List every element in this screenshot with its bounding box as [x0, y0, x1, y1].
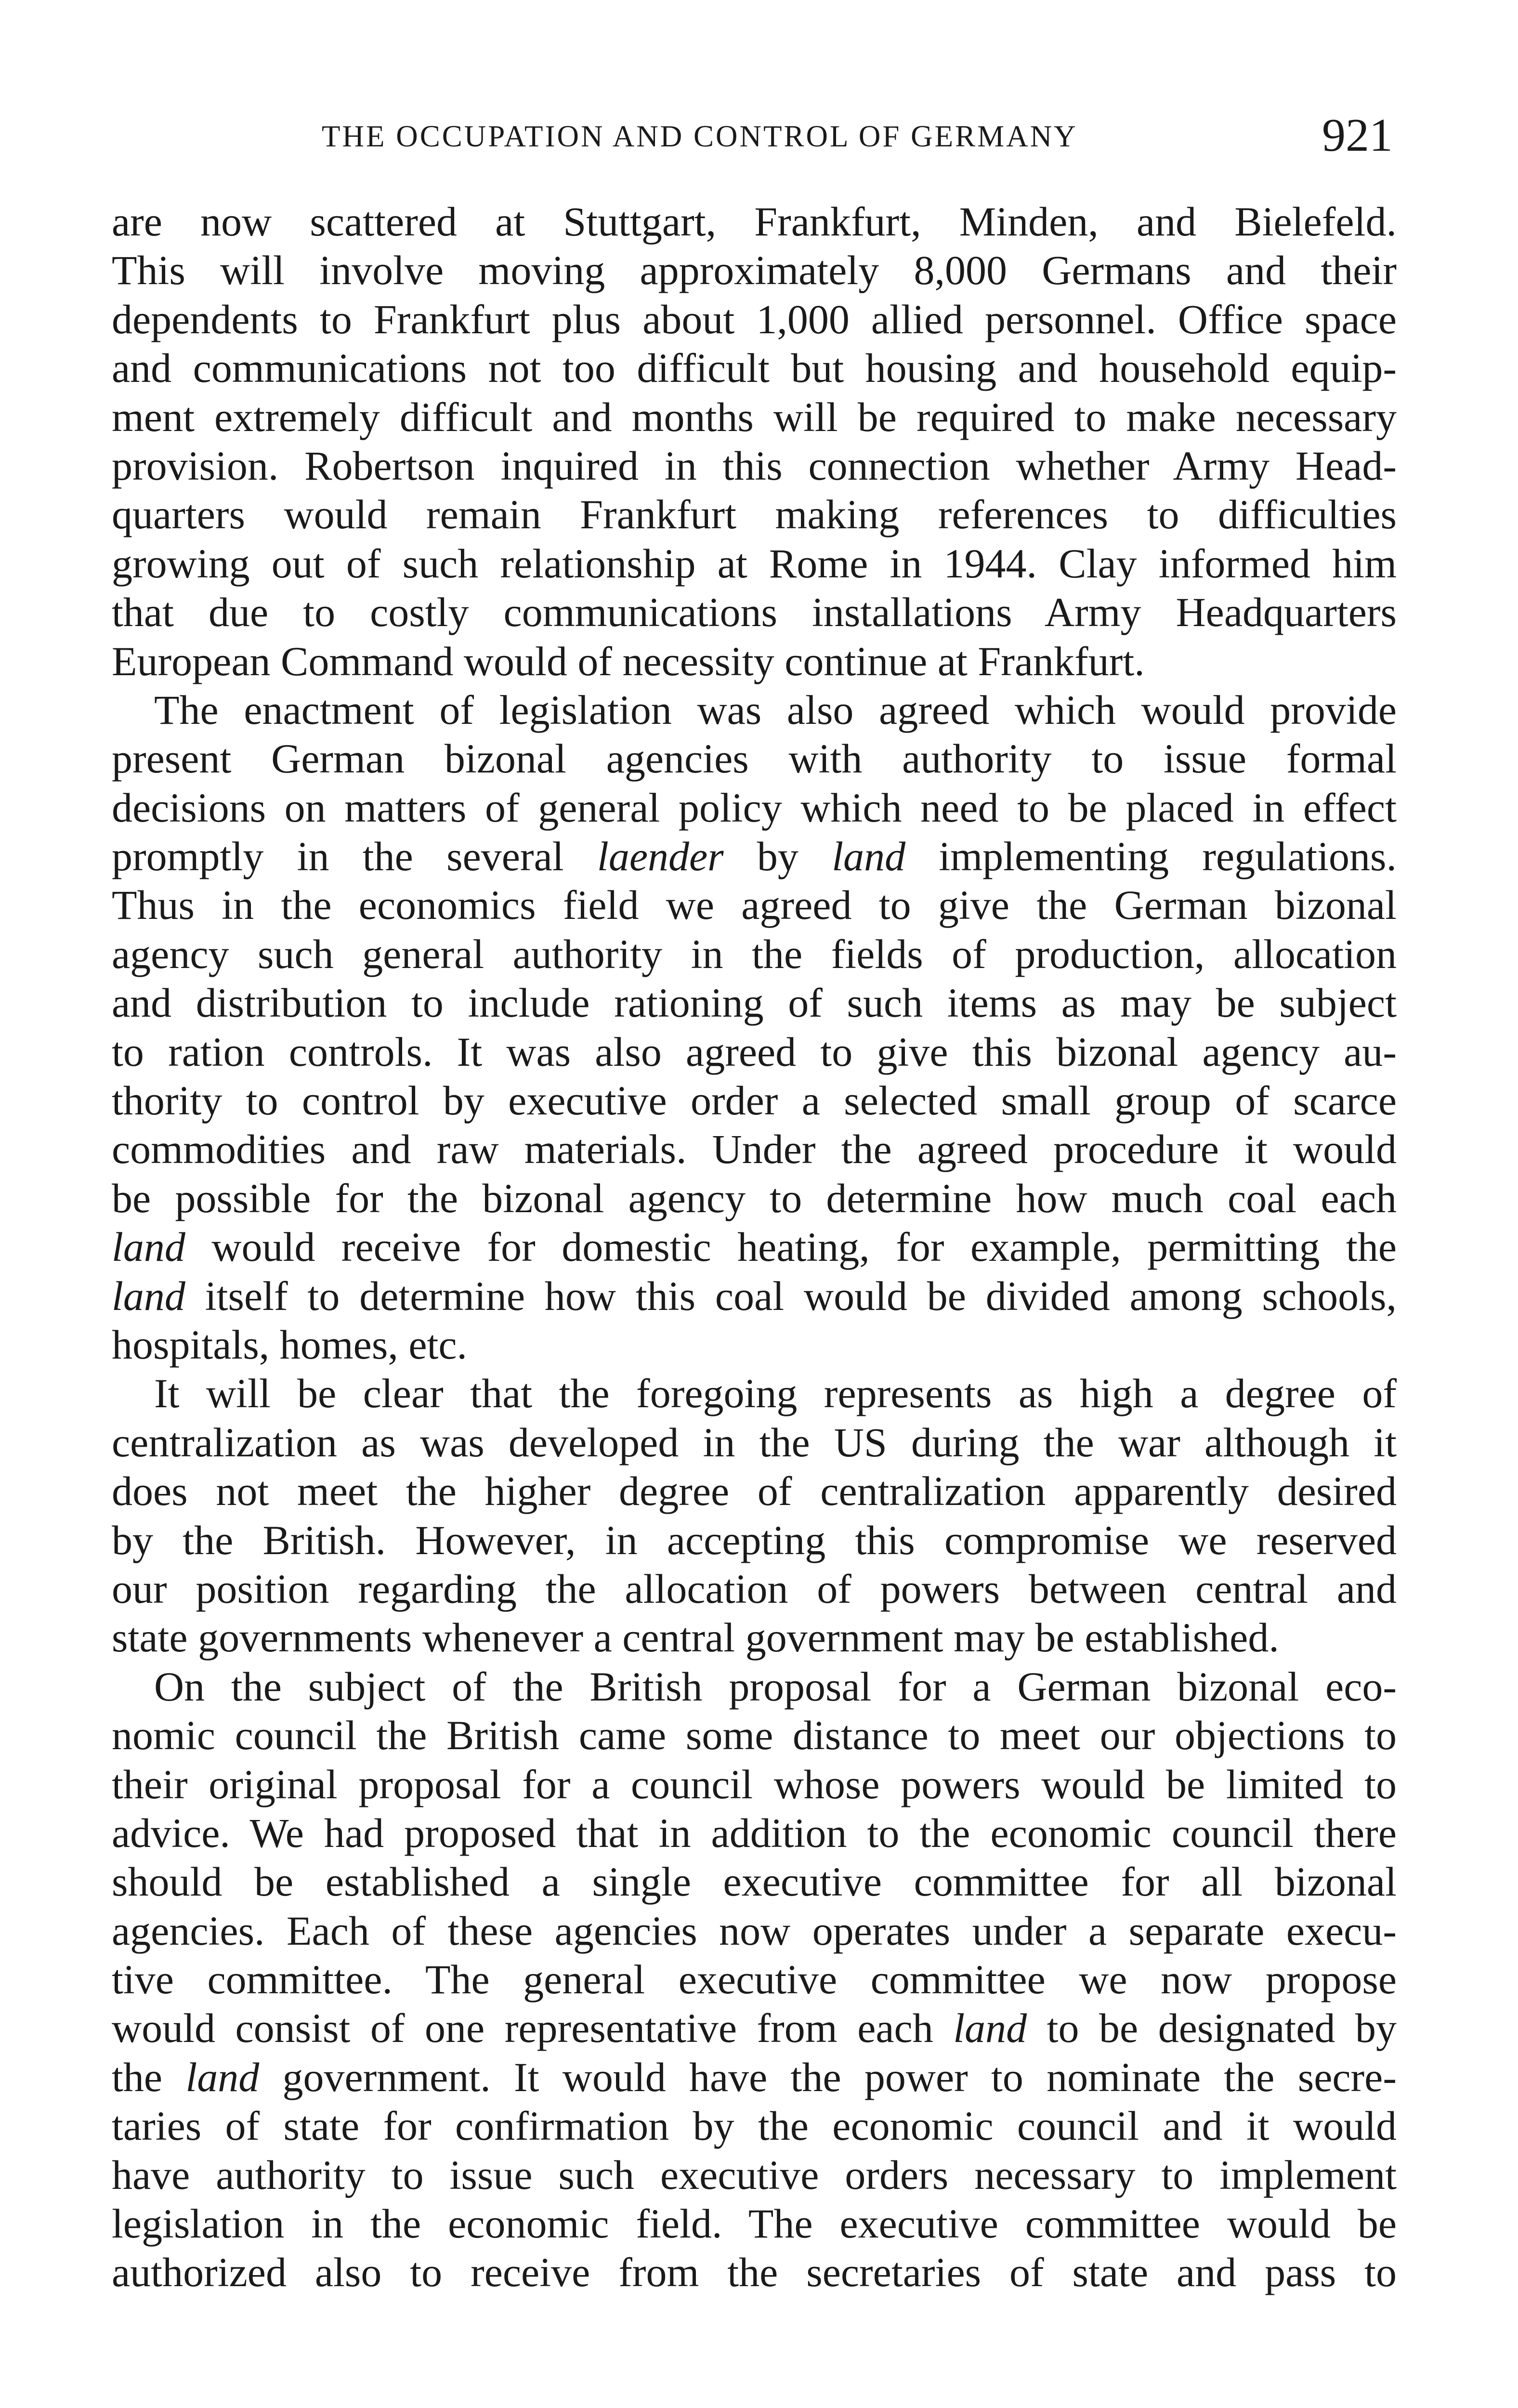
text-line: European Command would of necessity continue at Frankfurt.	[112, 638, 1145, 684]
text-line: be possible for the bizonal agency to determine how much coal each	[112, 1175, 1397, 1221]
text-line: agencies. Each of these agencies now operates under a separate execu-	[112, 1907, 1397, 1954]
text-line: are now scattered at Stuttgart, Frankfurt, Minden, and Bielefeld.	[112, 198, 1397, 245]
text-line: should be established a single executive committee for all bizonal	[112, 1858, 1397, 1905]
body-text	[112, 197, 1397, 2297]
text-line: does not meet the higher degree of centralization apparently desired	[112, 1468, 1397, 1515]
text-line: and distribution to include rationing of such items as may be subject	[112, 980, 1397, 1026]
running-title: THE OCCUPATION AND CONTROL OF GERMANY	[322, 119, 1078, 153]
text-line: growing out of such relationship at Rome in 1944. Clay informed him	[112, 540, 1397, 587]
text-line: provision. Robertson inquired in this connection whether Army Head-	[112, 442, 1397, 489]
text-line: taries of state for confirmation by the economic council and it would	[112, 2103, 1397, 2149]
paragraph-first-line: On the subject of the British proposal for a German bizonal eco-	[154, 1663, 1397, 1710]
text-line: agency such general authority in the fields of production, allocation	[112, 930, 1397, 977]
text-line: their original proposal for a council whose powers would be limited to	[112, 1761, 1397, 1807]
text-line: centralization as was developed in the US during the war although it	[112, 1419, 1397, 1466]
text-line: dependents to Frankfurt plus about 1,000 allied personnel. Office space	[112, 296, 1397, 342]
text-line: have authority to issue such executive orders necessary to implement	[112, 2151, 1397, 2198]
text-line: the land government. It would have the power to nominate the secre-	[112, 2054, 1397, 2100]
text-line: tive committee. The general executive committee we now propose	[112, 1956, 1397, 2003]
text-line: to ration controls. It was also agreed to give this bizonal agency au-	[112, 1028, 1397, 1075]
text-line: land would receive for domestic heating, for example, permitting the	[112, 1224, 1397, 1270]
text-line: present German bizonal agencies with authority to issue formal	[112, 735, 1397, 782]
text-line: thority to control by executive order a selected small group of scarce	[112, 1077, 1397, 1124]
text-line: that due to costly communications installations Army Headquarters	[112, 589, 1397, 636]
paragraph-first-line: It will be clear that the foregoing represents as high a degree of	[154, 1370, 1397, 1417]
paragraph-first-line: The enactment of legislation was also agreed which would provide	[154, 686, 1397, 733]
text-line: legislation in the economic field. The executive committee would be	[112, 2200, 1397, 2247]
text-line: our position regarding the allocation of powers between central and	[112, 1565, 1397, 1612]
text-line: land itself to determine how this coal would be divided among schools,	[112, 1272, 1397, 1319]
page-number: 921	[1322, 109, 1393, 161]
text-line: This will involve moving approximately 8,000 Germans and their	[112, 247, 1397, 294]
text-line: commodities and raw materials. Under the agreed procedure it would	[112, 1126, 1397, 1173]
text-line: ment extremely difficult and months will be required to make necessary	[112, 393, 1397, 440]
text-line: state governments whenever a central government may be established.	[112, 1614, 1279, 1661]
text-line: promptly in the several laender by land implementing regulations.	[112, 833, 1397, 880]
text-line: authorized also to receive from the secretaries of state and pass to	[112, 2249, 1397, 2296]
text-line: by the British. However, in accepting this compromise we reserved	[112, 1517, 1397, 1563]
text-line: hospitals, homes, etc.	[112, 1321, 468, 1368]
text-line: would consist of one representative from each land to be designated by	[112, 2005, 1397, 2052]
text-line: nomic council the British came some distance to meet our objections to	[112, 1712, 1397, 1759]
text-line: and communications not too difficult but housing and household equip-	[112, 345, 1397, 392]
text-line: quarters would remain Frankfurt making references to difficulties	[112, 491, 1397, 538]
text-line: decisions on matters of general policy which need to be placed in effect	[112, 784, 1397, 831]
text-line: Thus in the economics field we agreed to give the German bizonal	[112, 882, 1397, 929]
text-line: advice. We had proposed that in addition to the economic council there	[112, 1809, 1397, 1856]
